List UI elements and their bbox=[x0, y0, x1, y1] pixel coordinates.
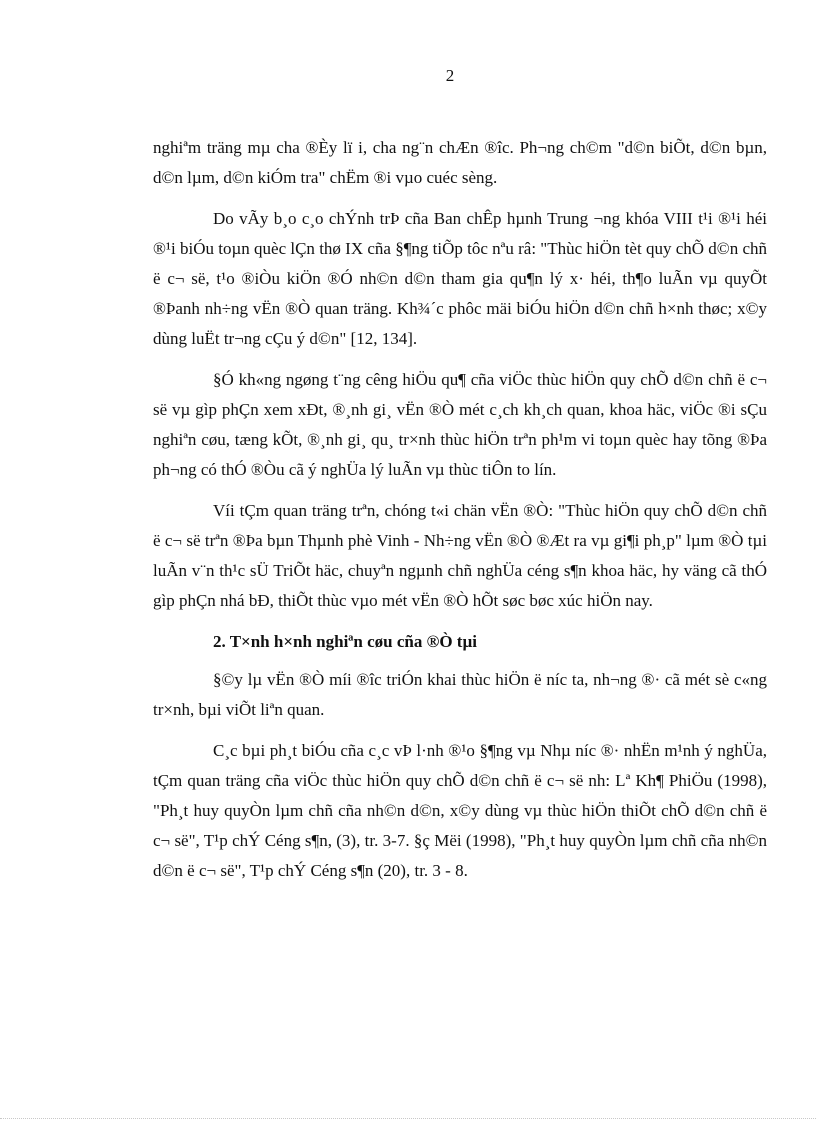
paragraph-effectiveness: §Ó kh«ng ngøng t¨ng cêng hiÖu qu¶ cña viÖc thùc hiÖn quy chÕ d©n chñ ë c¬ së vµ gìp phÇn xem xÐt, ®¸nh gi¸ vËn ®Ò mét c¸ch kh¸ch quan, khoa häc, viÖc ®i sÇu nghiªn cøu, tæng kÕt, ®¸nh gi¸ qu¸ tr×nh thùc hiÖn trªn ph¹m vi toµn quèc hay tõng ®Þa ph¬ng có thÓ ®Òu cã ý nghÜa lý luÃn vµ thùc tiÔn to lín. bbox=[153, 370, 767, 479]
paragraph-references: C¸c bµi ph¸t biÓu cña c¸c vÞ l·nh ®¹o §¶ng vµ Nhµ níc ®· nhËn m¹nh ý nghÜa, tÇm quan träng cña viÖc thùc hiÖn quy chÕ d©n chñ ë c¬ së nh: Lª Kh¶ PhiÖu (1998), "Ph¸t huy quyÒn lµm chñ cña nh©n d©n, x©y dùng vµ thùc hiÖn thiÕt chÕ d©n chñ ë c¬ së", T¹p chÝ Céng s¶n, (3), tr. 3-7. §ç Mëi (1998), "Ph¸t huy quyÒn lµm chñ cña nh©n d©n ë c¬ së", T¹p chÝ Céng s¶n (20), tr. 3 - 8. bbox=[153, 741, 767, 880]
paragraph-political-report: Do vÃy b¸o c¸o chÝnh trÞ cña Ban chÊp hµnh Trung ¬ng khóa VIII t¹i ®¹i héi ®¹i biÓu toµn quèc lÇn thø IX cña §¶ng tiÕp tôc nªu râ: "Thùc hiÖn tèt quy chÕ d©n chñ ë c¬ së, t¹o ®iÒu kiÖn ®Ó nh©n d©n tham gia qu¶n lý x· héi, th¶o luÃn vµ quyÕt ®Þanh nh÷ng vËn ®Ò quan träng. Kh¾´c phôc mäi biÓu hiÖn d©n chñ h×nh thøc; x©y dùng luËt tr¬ng cÇu ý d©n" [12, 134]. bbox=[153, 209, 767, 348]
section-heading: 2. T×nh h×nh nghiªn cøu cña ®Ò tµi bbox=[213, 632, 477, 651]
paragraph-continuation: nghiªm träng mµ cha ®Èy lï i, cha ng¨n chÆn ®îc. Ph¬ng ch©m "d©n biÕt, d©n bµn, d©n lµm, d©n kiÓm tra" chËm ®i vµo cuéc sèng. bbox=[153, 138, 767, 187]
page-bottom-border bbox=[0, 1118, 816, 1119]
paragraph-research-status: §©y lµ vËn ®Ò míi ®îc triÓn khai thùc hiÖn ë níc ta, nh¬ng ®· cã mét sè c«ng tr×nh, bµi viÕt liªn quan. bbox=[153, 670, 767, 719]
page-number: 2 bbox=[445, 66, 455, 85]
document-body bbox=[153, 133, 767, 897]
paragraph-topic-choice: Víi tÇm quan träng trªn, chóng t«i chän vËn ®Ò: "Thùc hiÖn quy chÕ d©n chñ ë c¬ së trªn ®Þa bµn Thµnh phè Vinh - Nh÷ng vËn ®Ò ®Æt ra vµ gi¶i ph¸p" lµm ®Ò tµi luÃn v¨n th¹c sÜ TriÕt häc, chuyªn ngµnh chñ nghÜa céng s¶n khoa häc, hy väng cã thÓ gìp phÇn nhá bÐ, thiÕt thùc vµo mét vËn ®Ò hÕt søc bøc xúc hiÖn nay. bbox=[153, 501, 767, 610]
